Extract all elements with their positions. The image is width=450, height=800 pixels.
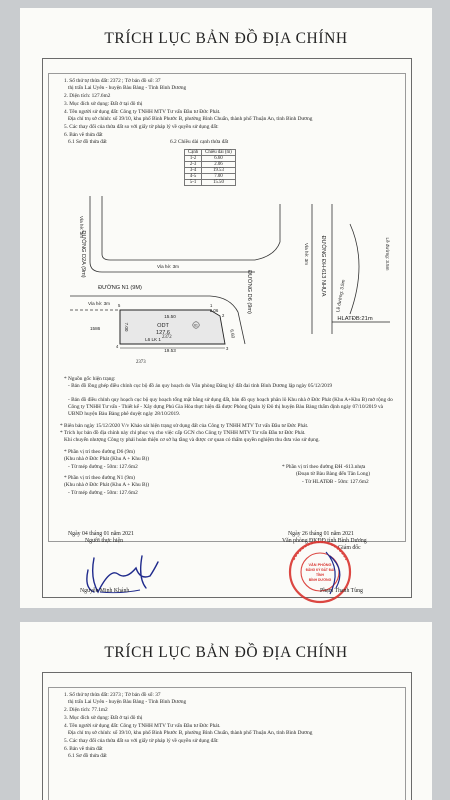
owner-line: 4. Tên người sử dụng đất: Công ty TNHH MTV Tư vấn Đầu tư Đức Phát. [64, 109, 221, 115]
point-label: 3 [226, 346, 229, 351]
right-signature-org: Văn phòng ĐKĐĐ tỉnh Bình Dương [282, 538, 367, 544]
safety-corridor-label: HLATĐB:21m [337, 316, 373, 322]
area-line: 2. Diện tích: 127.6m2 [64, 93, 111, 99]
sidewalk-label: Vỉa hè: 3m [79, 216, 84, 238]
note-5: Khi chuyển nhượng Công ty phải hoàn thiện cơ sở hạ tầng và được cơ quan có thẩm quyền nghiệm thu đưa vào sử dụng. [64, 437, 320, 443]
sidewalk-label: Vỉa hè: 3m [157, 264, 179, 269]
svg-text:BÌNH DƯƠNG: BÌNH DƯƠNG [308, 578, 332, 582]
position-d6-value: - Từ mép đường - 50m: 127.6m2 [68, 464, 138, 470]
svg-text:VĂN PHÒNG: VĂN PHÒNG [308, 563, 332, 567]
roadside-label: Lề đường: 3.5m [335, 279, 346, 313]
position-n1-value: - Từ mép đường - 50m: 127.6m2 [68, 490, 138, 496]
parcel-number-label: 2372 [162, 335, 172, 340]
lot-label: L6 LK 1 [145, 337, 161, 342]
note-3: * Biên bản ngày 15/12/2020 V/v Khảo sát hiện trạng sử dụng đất của Công ty TNHH MTV Tư vấn Đầu tư Đức Phát. [60, 423, 309, 429]
edge-cell: 1-2 [185, 156, 202, 162]
svg-text:61: 61 [194, 323, 198, 328]
location-line: thị trấn Lai Uyên - huyện Bàu Bàng - Tỉnh Bình Dương [68, 85, 187, 91]
parcel-area: 127.6 [156, 330, 170, 336]
note-2: - Bản đồ điều chỉnh quy hoạch cục bộ quy hoạch tổng mặt bằng sử dụng đất, bản đồ quy hoạch phân lô Khu nhà ở Đức Phát (Khu A+Khu B) mở rộng do Công ty TNHH Tư vấn - Thiết kế - Xây dựng Phú Gia Hòa thực hiện đã được Phòng Quản lý Đô thị huyện Bàu Bàng thẩm định ngày 07/10/2019 và UBND huyện Bàu Bàng phê duyệt ngày 28/10/2019. [68, 397, 393, 417]
left-signer-name: Nguyễn Minh Khánh [80, 588, 130, 594]
road-d2a-label: ĐƯỜNG D2A (9m) [80, 230, 86, 278]
position-dh613-heading: * Phần vị trí theo đường ĐH -613.nhựa [282, 464, 366, 470]
svg-text:ĐĂNG KÝ ĐẤT ĐAI: ĐĂNG KÝ ĐẤT ĐAI [305, 568, 335, 572]
length-cell: 19.53 [202, 168, 236, 174]
page-title: TRÍCH LỤC BẢN ĐỒ ĐỊA CHÍNH [104, 30, 348, 47]
note-4: * Trích lục bản đồ địa chính này chỉ phục vụ cho việc cấp GCN cho Công ty TNHH MTV Tư vấn Đầu tư Đức Phát. [60, 430, 306, 436]
sidewalk-label: Vỉa hè: 3m [88, 301, 110, 306]
edge-length-heading: 6.2 Chiều dài cạnh thửa đất [170, 139, 229, 145]
official-seal [284, 536, 364, 606]
page-title: TRÍCH LỤC BẢN ĐỒ ĐỊA CHÍNH [104, 644, 348, 661]
owner-address-line: Địa chỉ trụ sở chính: số 39/10, khu phố Bình Phước B, phường Bình Chuẩn, thành phố Thuận An, tỉnh Bình Dương [68, 730, 313, 736]
edge-cell: 3-4 [185, 168, 202, 174]
edge-length-table [184, 149, 236, 186]
right-signature-date: Ngày 26 tháng 01 năm 2021 [288, 531, 354, 537]
left-signature-role: Người thực hiện [85, 538, 124, 544]
road-edge-line [350, 224, 359, 314]
point-label: 1 [210, 303, 213, 308]
position-d6-area: (Khu nhà ở Đức Phát (Khu A + Khu B)) [64, 456, 150, 462]
roadside-label: Lề đường: 3.5m [385, 237, 390, 271]
neighbor-parcel-label: 2373 [136, 360, 146, 365]
road-n1-label: ĐƯỜNG N1 (9M) [98, 285, 142, 291]
owner-address-line: Địa chỉ trụ sở chính: số 39/10, khu phố Bình Phước B, phường Bình Chuẩn, thành phố Thuận An, tỉnh Bình Dương [68, 116, 313, 122]
diagram-heading: 6.1 Sơ đồ thửa đất [68, 139, 107, 145]
owner-line: 4. Tên người sử dụng đất: Công ty TNHH MTV Tư vấn Đầu tư Đức Phát. [64, 723, 221, 729]
document-page-2 [20, 622, 432, 800]
purpose-line: 3. Mục đích sử dụng: Đất ở tại đô thị [64, 101, 143, 107]
edge-col-header: Cạnh [185, 150, 202, 156]
road-d6-label: ĐƯỜNG D6 (9m) [246, 270, 252, 314]
parcel-map [50, 184, 406, 352]
sidewalk-label: Vỉa hè: 3m [304, 243, 309, 265]
edge-cell: 2-3 [185, 162, 202, 168]
parcel-number-line: 1. Số thứ tự thửa đất: 2372 ; Tờ bản đồ số: 37 [64, 78, 161, 84]
position-dh613-value: - Từ HLATĐB - 50m: 127.6m2 [302, 479, 369, 485]
point-label: 2 [222, 313, 225, 318]
length-col-header: Chiều dài (m) [202, 150, 236, 156]
left-signature-date: Ngày 04 tháng 01 năm 2021 [68, 531, 134, 537]
dim-left-label: 7.00 [124, 322, 129, 332]
road-edge-line [255, 204, 280, 260]
road-edge-line [238, 312, 245, 344]
length-cell: 7.00 [202, 174, 236, 180]
landuse-code: ODT [157, 323, 169, 329]
point-label: 4 [116, 344, 119, 349]
position-n1-heading: * Phần vị trí theo đường N1 (9m) [64, 475, 135, 481]
right-signer-name: Phạm Thanh Tùng [320, 588, 363, 594]
area-line: 2. Diện tích: 77.1m2 [64, 707, 108, 713]
edge-cell: 4-5 [185, 174, 202, 180]
note-1: - Bản đồ lồng ghép điều chỉnh cục bộ đồ án quy hoạch do Văn phòng Đăng ký đất đai tỉnh Bình Dương lập ngày 05/12/2019 [68, 383, 333, 389]
position-dh613-section: (Đoạn từ Bàu Bàng đến Tân Long) [296, 471, 370, 477]
location-line: thị trấn Lai Uyên - huyện Bàu Bàng - Tỉnh Bình Dương [68, 699, 187, 705]
changes-line: 5. Các thay đổi của thửa đất so với giấy tờ pháp lý về quyền sử dụng đất: [64, 124, 219, 130]
edge-cell: 5-1 [185, 180, 202, 186]
right-signature-role: Giám đốc [338, 545, 361, 551]
dim-bottom-label: 19.53 [164, 348, 176, 352]
point-label: 5 [118, 303, 121, 308]
changes-line: 5. Các thay đổi của thửa đất so với giấy tờ pháp lý về quyền sử dụng đất: [64, 738, 219, 744]
road-edge-line [90, 196, 255, 272]
document-page-1 [20, 8, 432, 608]
dim-corner-label: 2.06 [209, 308, 219, 313]
purpose-line: 3. Mục đích sử dụng: Đất ở tại đô thị [64, 715, 143, 721]
road-edge-line [102, 196, 255, 260]
neighbor-parcel-label: 1586 [90, 326, 101, 331]
edge-table-header [185, 150, 236, 156]
dim-top-label: 15.50 [164, 314, 176, 319]
drawing-heading: 6. Bản vẽ thửa đất [64, 746, 103, 752]
diagram-heading: 6.1 Sơ đồ thửa đất [68, 753, 107, 759]
parcel-number-line: 1. Số thứ tự thửa đất: 2373 ; Tờ bản đồ số: 37 [64, 692, 161, 698]
notes-heading: * Nguồn gốc hiện trạng: [64, 376, 116, 382]
length-cell: 2.06 [202, 162, 236, 168]
length-cell: 6.60 [202, 156, 236, 162]
drawing-heading: 6. Bản vẽ thửa đất [64, 132, 103, 138]
svg-text:TỈNH: TỈNH [316, 573, 324, 577]
road-dh613-label: ĐƯỜNG ĐH-613 NHỰA [320, 235, 326, 297]
length-cell: 15.50 [202, 180, 236, 186]
dim-right-label: 6.60 [229, 328, 236, 339]
position-d6-heading: * Phần vị trí theo đường D6 (9m) [64, 449, 135, 455]
position-n1-area: (Khu nhà ở Đức Phát (Khu A + Khu B)) [64, 482, 150, 488]
